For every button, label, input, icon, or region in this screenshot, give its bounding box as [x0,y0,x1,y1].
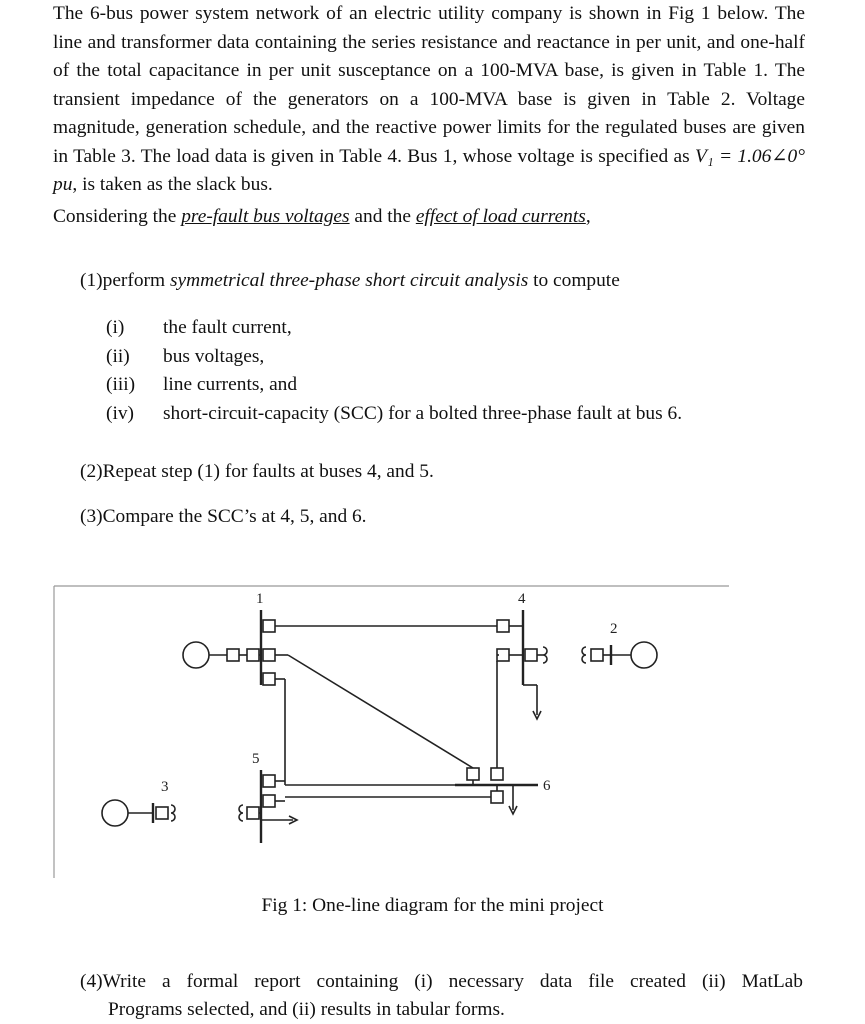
task-1-emphasis: symmetrical three-phase short circuit analysis [169,270,529,291]
intro-text: The 6-bus power system network of an electric utility company is shown in Fig 1 below. The line and transformer data containing the series resistance and reactance in per unit, and one-half of the total capacitance in per unit susceptance on a 100-MVA base, is given in Table 1. The transient impedance of the generators on a 100-MVA base is given in Table 2. Voltage magnitude, generation schedule, and the reactive power limits for the regulated buses are given in Table 3. The load data is given in Table 4. Bus 1, whose voltage is specified as [53,3,805,167]
subitem-i: (i) the fault current, [106,317,292,338]
load-currents-term: effect of load currents [415,206,586,227]
task-1-subitems [106,314,682,428]
bus-label-3: 3 [161,779,169,795]
task-1-lead: perform [102,270,170,291]
intro-paragraph [53,0,805,200]
consider-lead: Considering the [53,206,182,227]
task-2: (2)Repeat step (1) for faults at buses 4, and 5. [80,461,434,482]
bus-label-6: 6 [543,778,551,794]
bus-label-1: 1 [256,591,264,607]
task-4-line-1: Write a formal report containing (i) necessary data file created (ii) MatLab [102,971,803,992]
consider-mid: and the [349,206,416,227]
pre-fault-term: pre-fault bus voltages [181,206,350,227]
subitem-iv: (iv) short-circuit-capacity (SCC) for a bolted three-phase fault at bus 6. [106,402,683,424]
task-1-tail: to compute [528,270,620,291]
task-1 [80,267,620,295]
task-3: (3)Compare the SCC’s at 4, 5, and 6. [80,506,367,527]
slack-bus-voltage: V₁ = 1.06∠0° pu [53,145,805,195]
task-4-line-2: Programs selected, and (ii) results in tabular forms. [108,999,505,1020]
task-4: (4)Write a formal report containing (i) necessary data file created (ii) MatLab Programs selected, and (ii) results in tabular forms. [80,968,803,1024]
one-line-diagram [53,585,733,880]
task-2-text: Repeat step (1) for faults at buses 4, and 5. [102,461,434,482]
intro-tail: , is taken as the slack bus. [72,174,273,195]
considering-sentence [53,203,591,231]
bus-label-5: 5 [252,751,260,767]
subitem-iii: (iii) line currents, and [106,374,298,395]
figure-caption: Fig 1: One-line diagram for the mini project [261,895,604,916]
bus-label-4: 4 [518,591,526,607]
task-1-number: (1) [80,270,103,291]
task-3-text: Compare the SCC’s at 4, 5, and 6. [102,506,367,527]
subitem-ii: (ii) bus voltages, [106,345,265,367]
bus-label-2: 2 [610,621,618,637]
consider-end: , [585,206,591,227]
